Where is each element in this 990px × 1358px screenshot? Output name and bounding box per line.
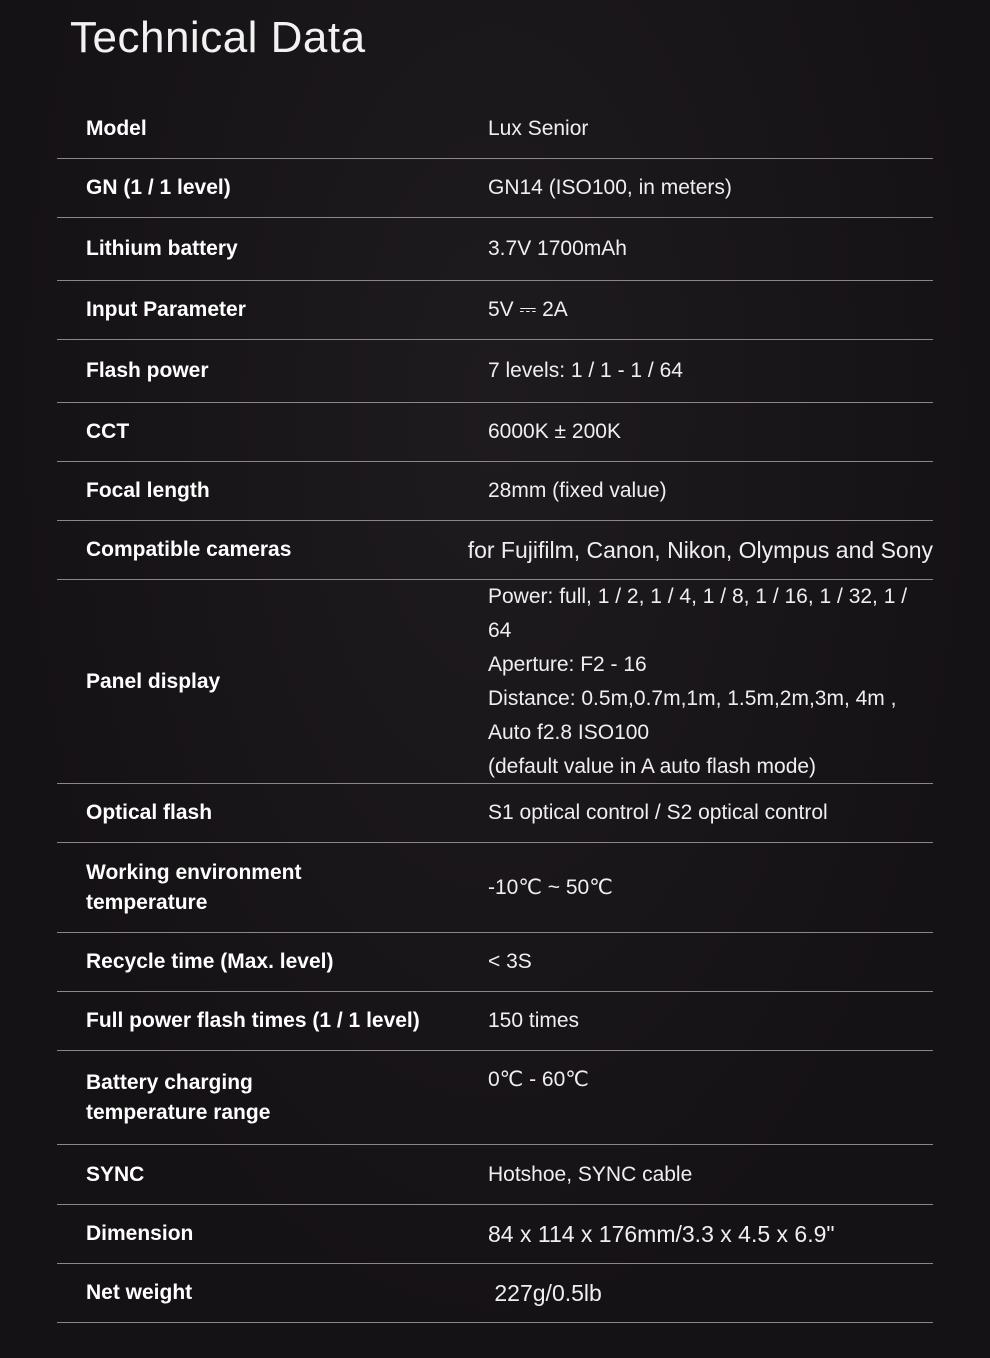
spec-label: Full power flash times (1 / 1 level) [86, 1009, 420, 1032]
spec-table [57, 99, 933, 1323]
spec-value: Hotshoe, SYNC cable [488, 1162, 693, 1186]
spec-label: Working environment temperature [86, 860, 302, 914]
page-title: Technical Data [70, 13, 366, 62]
spec-value: 6000K ± 200K [488, 420, 621, 443]
spec-label: Flash power [86, 359, 209, 382]
spec-label: CCT [86, 420, 130, 443]
spec-label: Recycle time (Max. level) [86, 950, 334, 973]
spec-label: Lithium battery [86, 237, 238, 260]
spec-value: S1 optical control / S2 optical control [488, 801, 828, 824]
spec-label: SYNC [86, 1162, 145, 1186]
spec-value: 28mm (fixed value) [488, 479, 667, 502]
spec-value: -10℃ ~ 50℃ [488, 875, 613, 899]
spec-value: Lux Senior [488, 116, 589, 140]
spec-row-panel [57, 580, 933, 784]
spec-row-battery [57, 218, 933, 281]
spec-row-weight [57, 1264, 933, 1323]
spec-value: 227g/0.5lb [488, 1280, 602, 1306]
spec-label: Optical flash [86, 801, 213, 824]
spec-row-focal [57, 462, 933, 521]
spec-row-cct [57, 403, 933, 462]
spec-value: 3.7V 1700mAh [488, 237, 627, 260]
spec-label: Net weight [86, 1281, 193, 1304]
spec-value: GN14 (ISO100, in meters) [488, 176, 732, 199]
spec-row-flash-times [57, 992, 933, 1051]
spec-row-sync [57, 1145, 933, 1205]
spec-row-gn [57, 159, 933, 218]
spec-label: Panel display [86, 669, 221, 693]
spec-row-dimension [57, 1205, 933, 1264]
spec-label: Focal length [86, 479, 210, 502]
spec-row-cameras [57, 521, 933, 580]
spec-label: Battery charging temperature range [86, 1070, 271, 1124]
spec-value: 7 levels: 1 / 1 - 1 / 64 [488, 359, 683, 382]
spec-label: GN (1 / 1 level) [86, 176, 231, 199]
spec-value: 5V ⎓ 2A [488, 298, 568, 321]
spec-label: Compatible cameras [86, 538, 292, 561]
spec-row-optical [57, 784, 933, 843]
spec-value: Power: full, 1 / 2, 1 / 4, 1 / 8, 1 / 16, 1 / 32, 1 / 64 Aperture: F2 - 16 Distance: 0.5m,0.7m,1m, 1.5m,2m,3m, 4m , Auto f2.8 ISO100 (default value in A auto flash mode) [488, 584, 908, 778]
spec-value: for Fujifilm, Canon, Nikon, Olympus and Sony [467, 537, 933, 563]
spec-label: Input Parameter [86, 298, 246, 321]
spec-row-charging-temp [57, 1051, 933, 1145]
spec-value: 0℃ - 60℃ [488, 1068, 589, 1091]
spec-label: Dimension [86, 1222, 194, 1245]
spec-value: 150 times [488, 1009, 580, 1032]
spec-row-recycle [57, 933, 933, 992]
spec-row-working-temp [57, 843, 933, 933]
spec-label: Model [86, 116, 147, 140]
spec-value: 84 x 114 x 176mm/3.3 x 4.5 x 6.9" [488, 1221, 835, 1247]
spec-row-flash-power [57, 340, 933, 403]
spec-value: < 3S [488, 950, 532, 973]
spec-row-model [57, 99, 933, 159]
spec-row-input [57, 281, 933, 340]
